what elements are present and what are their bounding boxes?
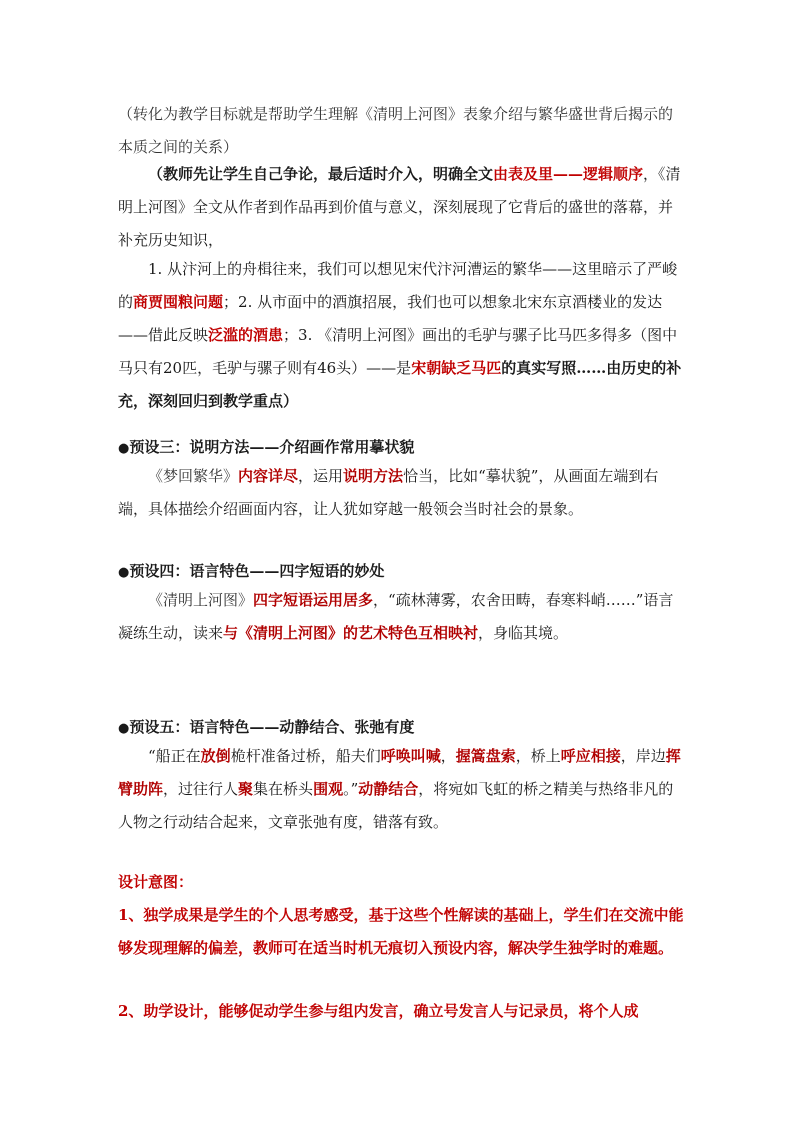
design-intent-title: 设计意图： — [118, 873, 194, 891]
design-intent-item-2: 2、助学设计，能够促动学生参与组内发言，确立号发言人与记录员，将个人成 — [118, 1002, 639, 1020]
emphasis-lack-of-horses: 宋朝缺乏马匹 — [411, 359, 502, 377]
preset-3-body: 《梦回繁华》内容详尽，运用说明方法恰当，比如“摹状貌”，从画面左端到右端，具体描绘介绍画面内容，让人犹如穿越一般领会当时社会的景象。 — [118, 467, 659, 518]
preset-4-body: 《清明上河图》四字短语运用居多，“疏林薄雾，农舍田畴，春寒料峭……”语言凝练生动，读来与《清明上河图》的艺术特色互相映衬，身临其境。 — [118, 591, 674, 642]
design-intent-item-1: 1、独学成果是学生的个人思考感受，基于这些个性解读的基础上，学生们在交流中能够发现理解的偏差，教师可在适当时机无痕切入预设内容，解决学生独学时的难题。 — [118, 906, 684, 957]
bullet-icon: ● — [118, 565, 130, 580]
emphasis-grain-hoarding: 商贾囤粮问题 — [133, 293, 224, 311]
emphasis-wine-problem: 泛滥的酒患 — [208, 326, 284, 344]
history-points-paragraph: 1. 从汴河上的舟楫往来，我们可以想见宋代汴河漕运的繁华——这里暗示了严峻的商贾囤粮问题；2. 从市面中的酒旗招展，我们也可以想象北宋东京酒楼业的发达——借此反映泛滥的酒患；3. 《清明上河图》画出的毛驴与骡子比马匹多得多（图中马只有20匹，毛驴与骡子则有46头）——是宋朝缺乏马匹的真实写照……由历史的补充，深刻回归到教学重点） — [118, 260, 682, 410]
emphasis-logic-order: 由表及里——逻辑顺序 — [493, 165, 644, 183]
bullet-icon: ● — [118, 441, 130, 456]
preset-4-heading: ●预设四：语言特色——四字短语的妙处 — [118, 562, 385, 580]
preset-3-heading: ●预设三：说明方法——介绍画作常用摹状貌 — [118, 438, 415, 456]
preset-5-body: “船正在放倒桅杆准备过桥，船夫们呼唤叫喊，握篙盘索，桥上呼应相接，岸边挥臂助阵，过往行人聚集在桥头围观。”动静结合，将宛如飞虹的桥之精美与热络非凡的人物之行动结合起来，文章张弛有度，错落有致。 — [118, 747, 681, 831]
teacher-summary-paragraph: （教师先让学生自己争论，最后适时介入，明确全文由表及里——逻辑顺序，《清明上河图》全文从作者到作品再到价值与意义，深刻展现了它背后的盛世的落幕，并补充历史知识， — [118, 165, 681, 249]
preset-5-heading: ●预设五：语言特色——动静结合、张弛有度 — [118, 718, 415, 736]
teaching-goal-note: （转化为教学目标就是帮助学生理解《清明上河图》表象介绍与繁华盛世背后揭示的本质之间的关系） — [118, 105, 674, 156]
bullet-icon: ● — [118, 721, 130, 736]
